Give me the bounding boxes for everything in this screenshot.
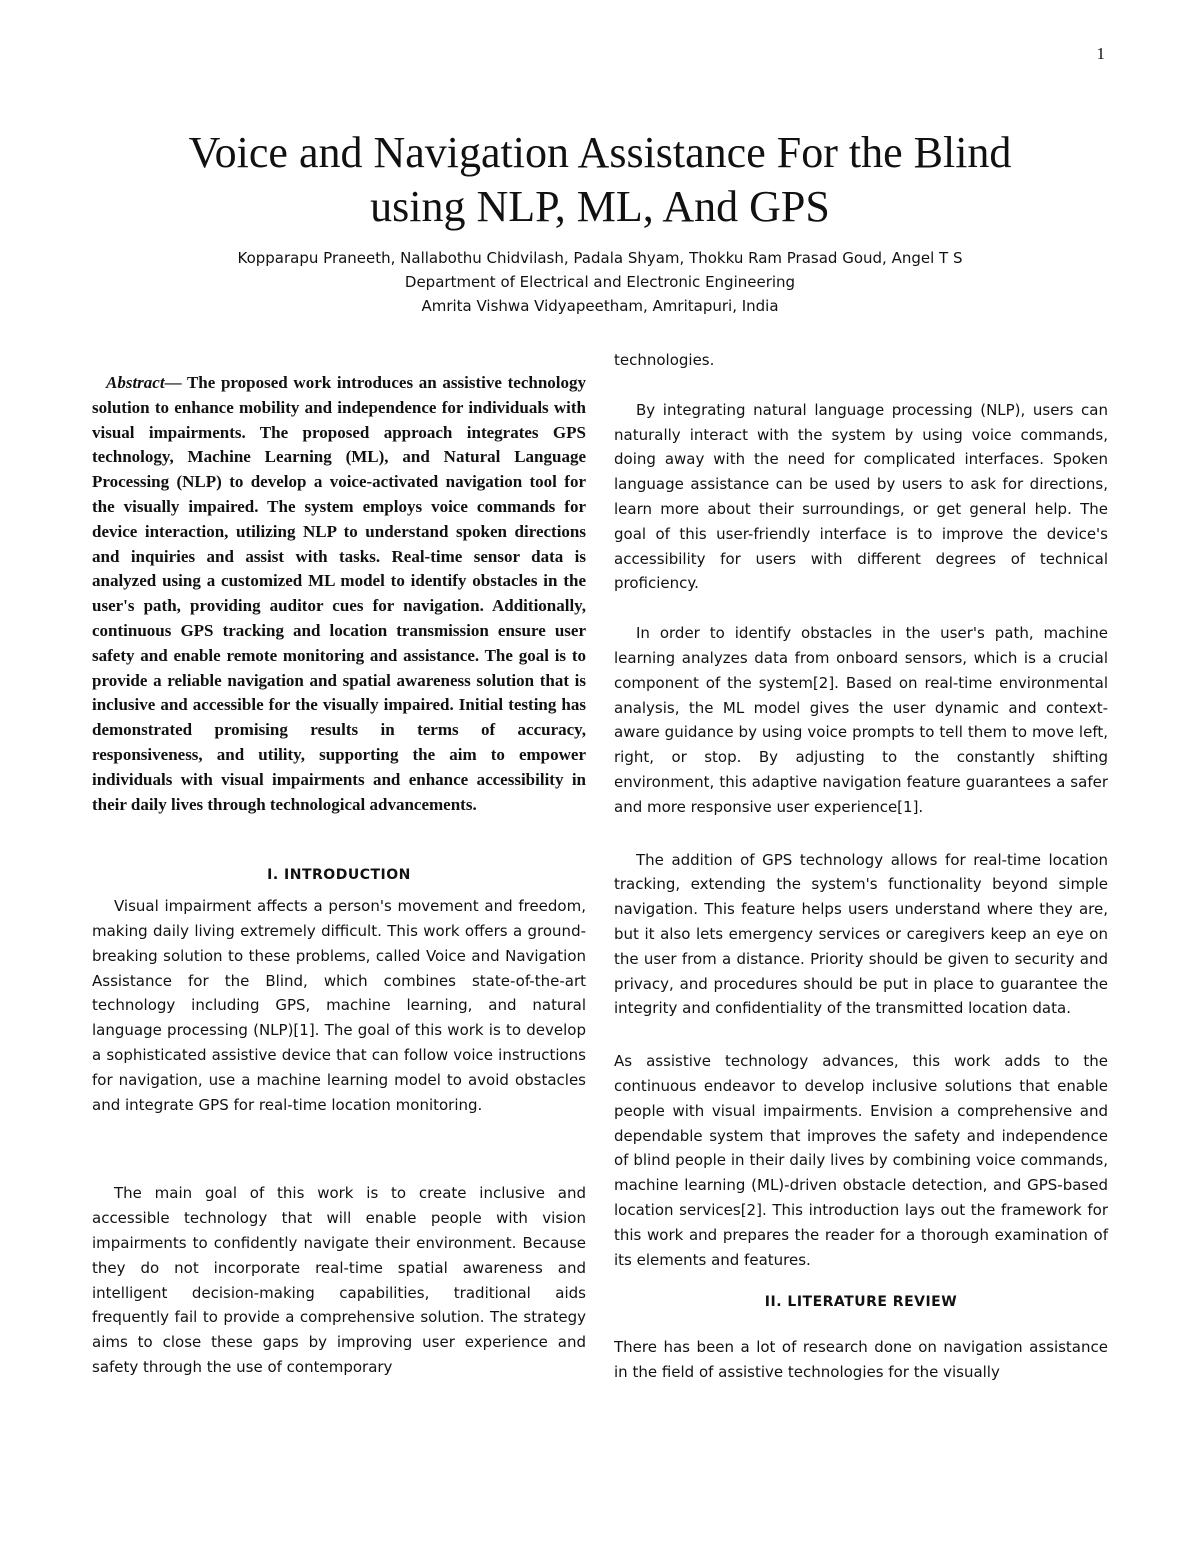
paper-title-line-1: Voice and Navigation Assistance For the Blind <box>188 128 1012 177</box>
left-column <box>92 371 586 1380</box>
abstract-lead: Abstract <box>106 373 165 392</box>
intro-paragraph-1: Visual impairment affects a person's movement and freedom, making daily living extremely difficult. This work offers a ground-breaking solution to these problems, called Voice and Navigation Assistance for the Blind, which combines state-of-the-art technology including GPS, machine learning, and natural language processing (NLP)[1]. The goal of this work is to develop a sophisticated assistive device that can follow voice instructions for navigation, use a machine learning model to avoid obstacles and integrate GPS for real-time location monitoring. <box>92 897 586 1114</box>
paper-title-line-2: using NLP, ML, And GPS <box>370 182 830 231</box>
intro-paragraph-6: As assistive technology advances, this work adds to the continuous endeavor to develop inclusive solutions that enable people with visual impairments. Envision a comprehensive and dependable system that improves the safety and independence of blind people in their daily lives by combining voice commands, machine learning (ML)-driven obstacle detection, and GPS-based location services[2]. This introduction lays out the framework for this work and prepares the reader for a thorough examination of its elements and features. <box>614 1052 1108 1269</box>
intro-paragraph-2: The main goal of this work is to create inclusive and accessible technology that will enable people with vision impairments to confidently navigate their environment. Because they do not incorporate real-time spatial awareness and intelligent decision-making capabilities, traditional aids frequently fail to provide a comprehensive solution. The strategy aims to close these gaps by improving user experience and safety through the use of contemporary <box>92 1184 586 1376</box>
institution: Amrita Vishwa Vidyapeetham, Amritapuri, India <box>421 297 779 315</box>
literature-paragraph-1: There has been a lot of research done on navigation assistance in the field of assistive technologies for the visually <box>614 1338 1108 1381</box>
intro-paragraph-2-continued: technologies. <box>614 351 715 369</box>
department: Department of Electrical and Electronic Engineering <box>404 273 796 291</box>
intro-paragraph-3: By integrating natural language processing (NLP), users can naturally interact with the system by using voice commands, doing away with the need for complicated interfaces. Spoken language assistance can be used by users to ask for directions, learn more about their surroundings, or get general help. The goal of this user-friendly interface is to improve the device's accessibility for users with different degrees of technical proficiency. <box>614 400 1108 593</box>
page-number: 1 <box>1096 44 1105 63</box>
abstract-text: — The proposed work introduces an assistive technology solution to enhance mobility and independence for individuals with visual impairments. The proposed approach integrates GPS technology, Machine Learning (ML), and Natural Language Processing (NLP) to develop a voice-activated navigation tool for the visually impaired. The system employs voice commands for device interaction, utilizing NLP to understand spoken directions and inquiries and assist with tasks. Real-time sensor data is analyzed using a customized ML model to identify obstacles in the user's path, providing auditor cues for navigation. Additionally, continuous GPS tracking and location transmission ensure user safety and enable remote monitoring and assistance. The goal is to provide a reliable navigation and spatial awareness solution that is inclusive and accessible for the visually impaired. Initial testing has demonstrated promising results in terms of accuracy, responsiveness, and utility, supporting the aim to empower individuals with visual impairments and enhance accessibility in their daily lives through technological advancements. <box>92 373 586 814</box>
affiliation <box>100 270 1100 318</box>
author-list: Kopparapu Praneeth, Nallabothu Chidvilash, Padala Shyam, Thokku Ram Prasad Goud, Angel T S <box>237 249 963 267</box>
intro-paragraph-4: In order to identify obstacles in the user's path, machine learning analyzes data from onboard sensors, which is a crucial component of the system[2]. Based on real-time environmental analysis, the ML model gives the user dynamic and context-aware guidance by using voice prompts to tell them to move left, right, or stop. By adjusting to the constantly shifting environment, this adaptive navigation feature guarantees a safer and more responsive user experience[1]. <box>614 624 1108 816</box>
abstract <box>92 371 586 817</box>
right-column <box>614 348 1108 1385</box>
paper-title <box>100 126 1100 234</box>
intro-paragraph-5: The addition of GPS technology allows for real-time location tracking, extending the system's functionality beyond simple navigation. This feature helps users understand where they are, but it also lets emergency services or caregivers keep an eye on the user from a distance. Priority should be given to security and privacy, and procedures should be put in place to guarantee the integrity and confidentiality of the transmitted location data. <box>614 850 1108 1018</box>
title-block <box>100 126 1100 318</box>
section-heading-introduction: I. INTRODUCTION <box>267 867 411 884</box>
section-heading-literature-review: II. LITERATURE REVIEW <box>764 1294 958 1311</box>
